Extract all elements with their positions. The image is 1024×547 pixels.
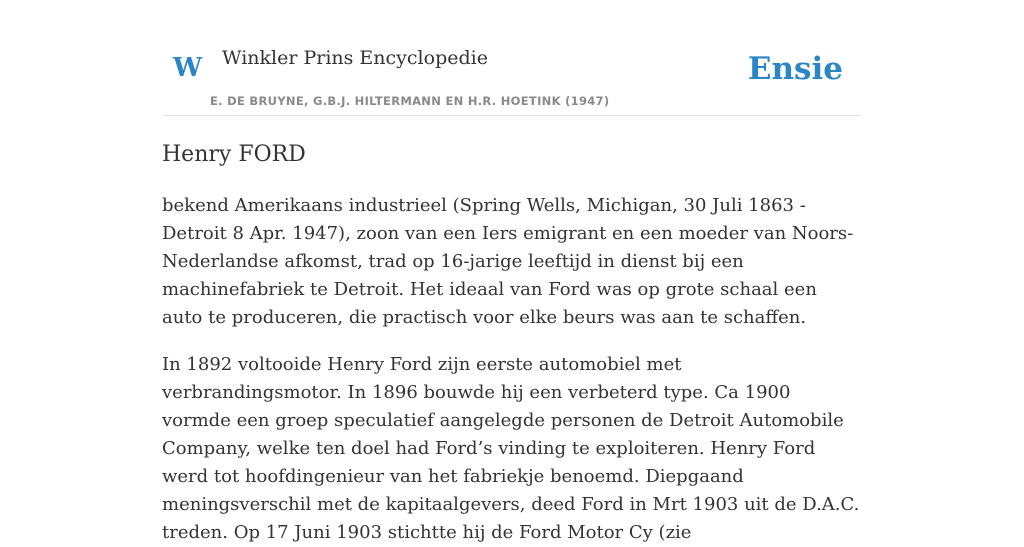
entry-title: Henry FORD xyxy=(162,142,306,167)
brand-logo[interactable]: Ensie xyxy=(747,51,843,87)
entry-paragraph-2: In 1892 voltooide Henry Ford zijn eerste automobiel met verbrandingsmotor. In 1896 bouwde hij een verbeterd type. Ca 1900 vormde een groep speculatief aangelegde personen de Detroit Automobile Company, welke ten doel had Ford’s vinding te exploiteren. Henry Ford werd tot hoofdingenieur van het fabriekje benoemd. Diepgaand meningsverschil met de kapitaalgevers, deed Ford in Mrt 1903 uit de D.A.C. treden. Op 17 Juni 1903 stichtte hij de Ford Motor Cy (zie xyxy=(162,354,860,543)
entry-paragraph-1: bekend Amerikaans industrieel (Spring Wells, Michigan, 30 Juli 1863 - Detroit 8 Apr. 1947), zoon van een Iers emigrant en een moeder van Noors-Nederlandse afkomst, trad op 16-jarige leeftijd in dienst bij een machinefabriek te Detroit. Het ideaal van Ford was op grote schaal een auto te produceren, die practisch voor elke beurs was aan te schaffen. xyxy=(162,195,854,328)
source-logo[interactable]: W xyxy=(173,53,203,83)
article-page xyxy=(162,0,862,543)
source-authors: E. DE BRUYNE, G.B.J. HILTERMANN EN H.R. HOETINK (1947) xyxy=(210,94,610,108)
source-header xyxy=(162,0,862,116)
source-title[interactable]: Winkler Prins Encyclopedie xyxy=(222,47,488,69)
